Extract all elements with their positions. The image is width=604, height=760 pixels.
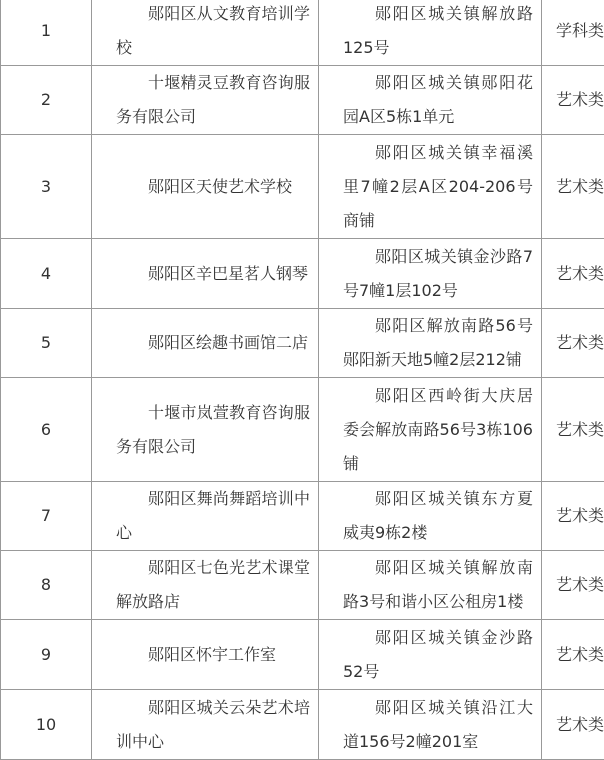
institution-name: 十堰市岚萱教育咨询服务有限公司 bbox=[92, 378, 319, 482]
institution-name: 郧阳区从文教育培训学校 bbox=[92, 0, 319, 66]
table-row bbox=[1, 551, 604, 620]
institution-category: 艺术类 bbox=[542, 309, 604, 378]
institution-address: 郧阳区城关镇郧阳花园A区5栋1单元 bbox=[319, 66, 542, 135]
row-number: 2 bbox=[1, 66, 92, 135]
institution-address: 郧阳区西岭街大庆居委会解放南路56号3栋106铺 bbox=[319, 378, 542, 482]
row-number: 10 bbox=[1, 690, 92, 760]
institution-name: 郧阳区七色光艺术课堂解放路店 bbox=[92, 551, 319, 620]
row-number: 6 bbox=[1, 378, 92, 482]
institution-category: 艺术类 bbox=[542, 482, 604, 551]
table-row bbox=[1, 0, 604, 66]
institution-category: 艺术类 bbox=[542, 66, 604, 135]
institution-address: 郧阳区城关镇沿江大道156号2幢201室 bbox=[319, 690, 542, 760]
institution-name: 郧阳区天使艺术学校 bbox=[92, 135, 319, 239]
institution-category: 艺术类 bbox=[542, 551, 604, 620]
institution-category: 艺术类 bbox=[542, 239, 604, 309]
table-row bbox=[1, 135, 604, 239]
institution-category: 艺术类 bbox=[542, 690, 604, 760]
row-number: 7 bbox=[1, 482, 92, 551]
institution-name: 十堰精灵豆教育咨询服务有限公司 bbox=[92, 66, 319, 135]
institution-address: 郧阳区城关镇金沙路52号 bbox=[319, 620, 542, 690]
table-row bbox=[1, 690, 604, 760]
institution-address: 郧阳区城关镇金沙路7号7幢1层102号 bbox=[319, 239, 542, 309]
row-number: 4 bbox=[1, 239, 92, 309]
institution-address: 郧阳区城关镇幸福溪里7幢2层A区204-206号商铺 bbox=[319, 135, 542, 239]
table-row bbox=[1, 309, 604, 378]
table-row bbox=[1, 66, 604, 135]
institution-category: 艺术类 bbox=[542, 378, 604, 482]
institution-name: 郧阳区舞尚舞蹈培训中心 bbox=[92, 482, 319, 551]
table-row bbox=[1, 620, 604, 690]
institution-category: 艺术类 bbox=[542, 135, 604, 239]
row-number: 8 bbox=[1, 551, 92, 620]
institution-name: 郧阳区怀宇工作室 bbox=[92, 620, 319, 690]
institution-address: 郧阳区城关镇解放路125号 bbox=[319, 0, 542, 66]
institution-category: 学科类 bbox=[542, 0, 604, 66]
table-row bbox=[1, 239, 604, 309]
table-row bbox=[1, 378, 604, 482]
row-number: 9 bbox=[1, 620, 92, 690]
institution-address: 郧阳区解放南路56号郧阳新天地5幢2层212铺 bbox=[319, 309, 542, 378]
institution-name: 郧阳区城关云朵艺术培训中心 bbox=[92, 690, 319, 760]
institution-address: 郧阳区城关镇解放南路3号和谐小区公租房1楼 bbox=[319, 551, 542, 620]
institution-name: 郧阳区辛巴星茗人钢琴 bbox=[92, 239, 319, 309]
institution-category: 艺术类 bbox=[542, 620, 604, 690]
table-row bbox=[1, 482, 604, 551]
institution-name: 郧阳区绘趣书画馆二店 bbox=[92, 309, 319, 378]
row-number: 5 bbox=[1, 309, 92, 378]
institution-address: 郧阳区城关镇东方夏威夷9栋2楼 bbox=[319, 482, 542, 551]
row-number: 1 bbox=[1, 0, 92, 66]
row-number: 3 bbox=[1, 135, 92, 239]
